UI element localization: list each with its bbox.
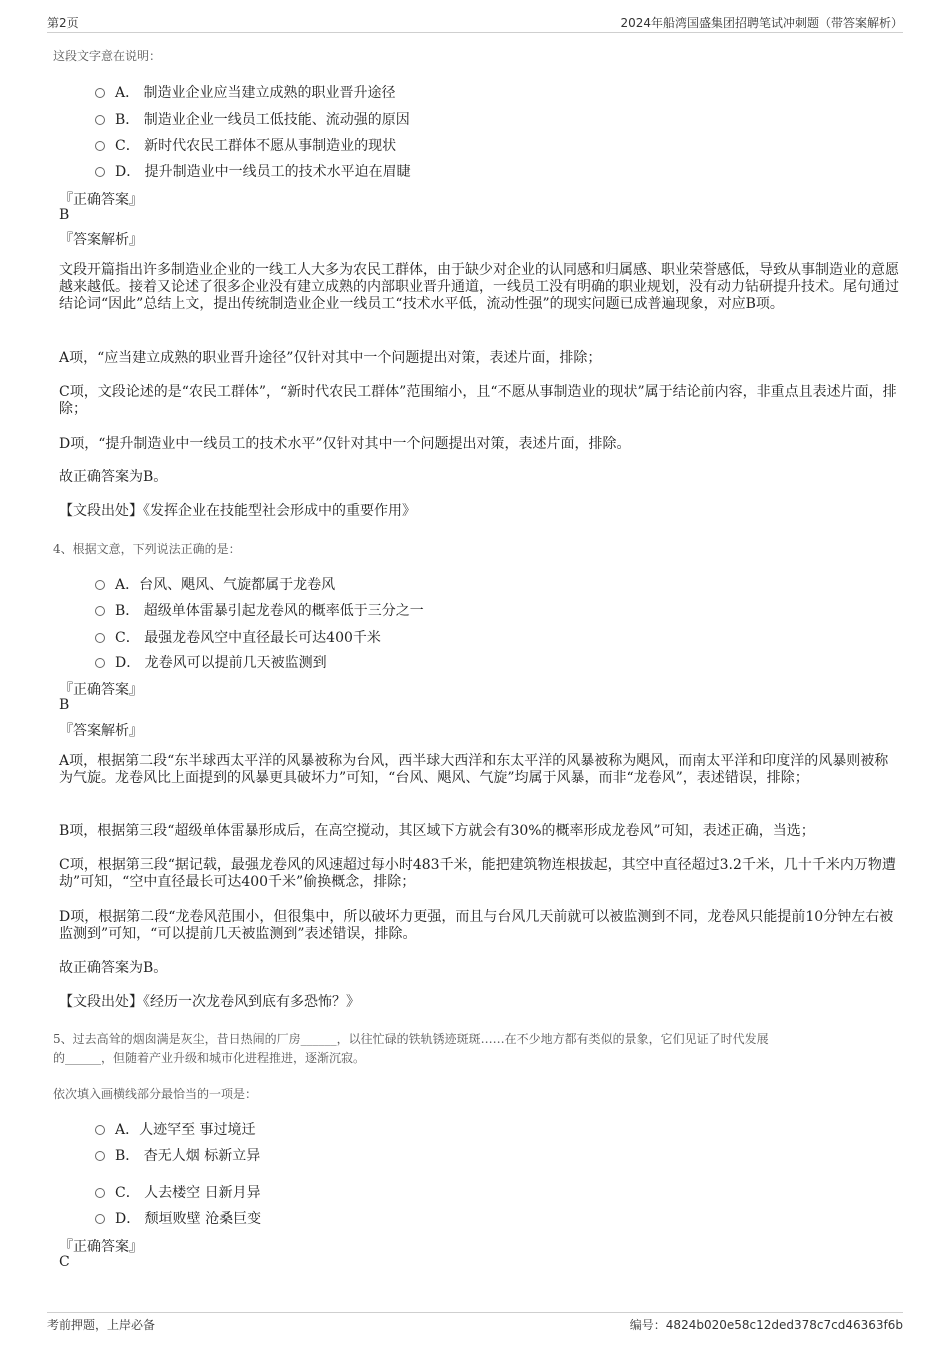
radio-icon[interactable] <box>95 1188 105 1198</box>
question-4-stem: 4、根据文意，下列说法正确的是： <box>53 542 241 556</box>
radio-icon[interactable] <box>95 141 105 151</box>
radio-icon[interactable] <box>95 606 105 616</box>
q5-answer: C <box>59 1254 70 1270</box>
q3-analysis-option-a: A项，“应当建立成熟的职业晋升途径”仅针对其中一个问题提出对策，表述片面，排除； <box>59 350 602 366</box>
q4-source: 【文段出处】《经历一次龙卷风到底有多恐怖？》 <box>59 994 360 1010</box>
q4-answer: B <box>59 697 70 713</box>
question-5-stem-line-1: 5、过去高耸的烟囱满是灰尘，昔日热闹的厂房______，以往忙碌的铁轨锈迹斑斑……在不少地方都有类似的景象，它们见证了时代发展 <box>53 1032 769 1046</box>
radio-icon[interactable] <box>95 167 105 177</box>
q3-option-c[interactable]: C． 新时代农民工群体不愿从事制造业的现状 <box>95 135 396 155</box>
radio-icon[interactable] <box>95 1125 105 1135</box>
page-footer <box>47 1312 903 1333</box>
q3-option-a[interactable]: A． 制造业企业应当建立成熟的职业晋升途径 <box>95 82 396 102</box>
document-id: 编号：4824b020e58c12ded378c7cd46363f6b <box>629 1318 903 1332</box>
q3-source: 【文段出处】《发挥企业在技能型社会形成中的重要作用》 <box>59 503 416 519</box>
q4-option-d[interactable]: D． 龙卷风可以提前几天被监测到 <box>95 652 327 672</box>
q4-analysis-label: 『答案解析』 <box>59 723 143 739</box>
q4-analysis-option-a: A项，根据第二段“东半球西太平洋的风暴被称为台风，西半球大西洋和东太平洋的风暴被称为飓风，而南太平洋和印度洋的风暴则被称为气旋。龙卷风比上面提到的风暴更具破坏力”可知，“台风、飓风、气旋”均属于风暴，而非“龙卷风”，表述错误，排除； <box>59 753 889 786</box>
q5-option-d[interactable]: D． 颓垣败壁 沧桑巨变 <box>95 1208 261 1228</box>
question-3-stem: 这段文字意在说明： <box>53 49 162 63</box>
q3-option-d[interactable]: D． 提升制造业中一线员工的技术水平迫在眉睫 <box>95 161 411 181</box>
radio-icon[interactable] <box>95 1214 105 1224</box>
q3-analysis-label: 『答案解析』 <box>59 232 143 248</box>
q3-analysis-paragraph: 文段开篇指出许多制造业企业的一线工人大多为农民工群体，由于缺少对企业的认同感和归属感、职业荣誉感低，导致从事制造业的意愿越来越低。接着又论述了很多企业没有建立成熟的内部职业晋升通道，一线员工没有明确的职业规划，没有动力钻研提升技术。尾句通过结论词“因此”总结上文，提出传统制造业企业一线员工“技术水平低，流动性强”的现实问题已成普遍现象，对应B项。 <box>59 262 899 312</box>
q3-conclusion: 故正确答案为B。 <box>59 469 168 485</box>
q5-option-b[interactable]: B． 杳无人烟 标新立异 <box>95 1145 260 1165</box>
q4-option-a[interactable]: A．台风、飓风、气旋都属于龙卷风 <box>95 574 335 594</box>
radio-icon[interactable] <box>95 1151 105 1161</box>
q4-option-b[interactable]: B． 超级单体雷暴引起龙卷风的概率低于三分之一 <box>95 600 424 620</box>
q5-answer-label: 『正确答案』 <box>59 1239 143 1255</box>
radio-icon[interactable] <box>95 633 105 643</box>
page-number: 第2页 <box>47 16 79 30</box>
footer-slogan: 考前押题，上岸必备 <box>47 1318 156 1332</box>
question-5-sub-stem: 依次填入画横线部分最恰当的一项是： <box>53 1087 258 1101</box>
q4-conclusion: 故正确答案为B。 <box>59 960 168 976</box>
q4-analysis-option-d: D项，根据第二段“龙卷风范围小，但很集中，所以破坏力更强，而且与台风几天前就可以被监测到不同，龙卷风只能提前10分钟左右被监测到”可知，“可以提前几天被监测到”表述错误，排除。 <box>59 909 894 942</box>
q3-option-b[interactable]: B． 制造业企业一线员工低技能、流动强的原因 <box>95 109 410 129</box>
q4-answer-label: 『正确答案』 <box>59 682 143 698</box>
radio-icon[interactable] <box>95 658 105 668</box>
q5-option-c[interactable]: C． 人去楼空 日新月异 <box>95 1182 261 1202</box>
q5-option-a[interactable]: A．人迹罕至 事过境迁 <box>95 1119 256 1139</box>
q4-option-c[interactable]: C． 最强龙卷风空中直径最长可达400千米 <box>95 627 381 647</box>
page-header <box>47 12 903 33</box>
document-title: 2024年船湾国盛集团招聘笔试冲刺题（带答案解析） <box>620 16 903 30</box>
q4-analysis-option-b: B项，根据第三段“超级单体雷暴形成后，在高空搅动，其区域下方就会有30%的概率形成龙卷风”可知，表述正确，当选； <box>59 823 815 839</box>
q4-analysis-option-c: C项，根据第三段“据记载，最强龙卷风的风速超过每小时483千米，能把建筑物连根拔起，其空中直径超过3.2千米，几十千米内万物遭劫”可知，“空中直径最长可达400千米”偷换概念，排除； <box>59 857 896 890</box>
radio-icon[interactable] <box>95 115 105 125</box>
q3-analysis-option-d: D项，“提升制造业中一线员工的技术水平”仅针对其中一个问题提出对策，表述片面，排除。 <box>59 436 631 452</box>
radio-icon[interactable] <box>95 88 105 98</box>
q3-answer-label: 『正确答案』 <box>59 192 143 208</box>
radio-icon[interactable] <box>95 580 105 590</box>
q3-analysis-option-c: C项，文段论述的是“农民工群体”，“新时代农民工群体”范围缩小，且“不愿从事制造业的现状”属于结论前内容，非重点且表述片面，排除； <box>59 384 897 417</box>
q3-answer: B <box>59 207 70 223</box>
question-5-stem-line-2: 的______，但随着产业升级和城市化进程推进，逐渐沉寂。 <box>53 1051 366 1065</box>
